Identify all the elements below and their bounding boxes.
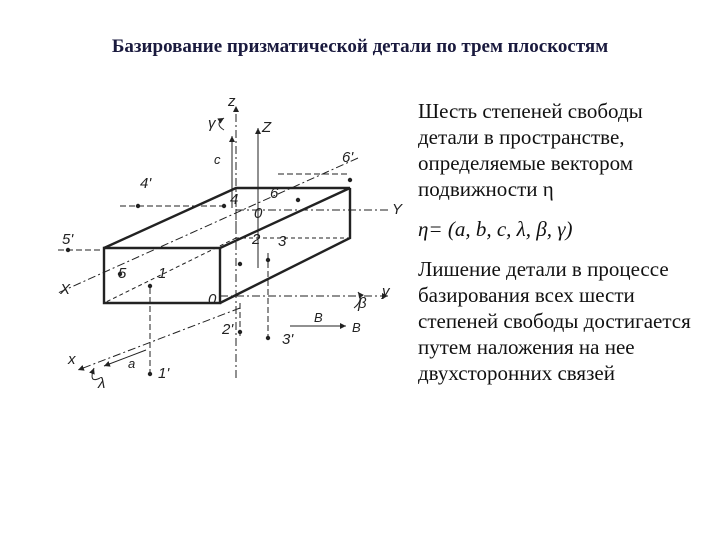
- label-beta: β: [358, 295, 367, 312]
- point-6-prime: [348, 178, 352, 182]
- gamma-rotation-arrow: [219, 118, 224, 130]
- x-axis: [78, 308, 240, 370]
- prismatic-part-drawing: [28, 88, 408, 508]
- point-3-prime: [266, 336, 270, 340]
- point-2-prime: [238, 330, 242, 334]
- label-gamma: γ: [208, 115, 216, 132]
- degrees-of-freedom-text: Шесть степеней свободы детали в пространстве, определяемые вектором подвижности η: [418, 99, 643, 201]
- box-top-face: [104, 188, 350, 248]
- label-zero-top: 0: [254, 205, 263, 222]
- label-B2: B: [352, 320, 361, 335]
- point-4: [222, 204, 226, 208]
- label-two-prime: 2': [222, 321, 234, 338]
- description-column: [418, 98, 708, 400]
- X-axis: [58, 158, 358, 293]
- label-B1: B: [314, 310, 323, 325]
- label-Z: Z: [262, 119, 272, 136]
- label-five-prime: 5': [62, 231, 74, 248]
- basing-diagram: [28, 88, 408, 508]
- label-six-prime: 6': [342, 149, 354, 166]
- point-1-prime: [148, 372, 152, 376]
- label-y: y: [382, 283, 390, 300]
- label-c: c: [214, 152, 221, 167]
- label-one: 1: [158, 265, 167, 282]
- label-four: 4: [230, 191, 239, 208]
- label-Y: Y: [392, 201, 403, 218]
- label-one-prime: 1': [158, 365, 170, 382]
- constraints-text: Лишение детали в процессе базирования всех шести степеней свободы достигается путем наложения на нее двухсторонних связей: [418, 257, 691, 385]
- label-six: 6: [270, 185, 279, 202]
- point-2: [238, 262, 242, 266]
- slide-title: Базирование призматической детали по трем плоскостям: [111, 36, 609, 57]
- label-zero-bottom: 0: [208, 291, 217, 308]
- label-lambda: λ: [98, 375, 106, 392]
- point-5-prime: [66, 248, 70, 252]
- point-4-prime: [136, 204, 140, 208]
- label-three: 3: [278, 233, 287, 250]
- label-four-prime: 4': [140, 175, 152, 192]
- point-6: [296, 198, 300, 202]
- point-1: [148, 284, 152, 288]
- label-x: x: [68, 351, 76, 368]
- label-X: X: [60, 281, 71, 298]
- label-z-top: z: [228, 93, 236, 110]
- label-three-prime: 3': [282, 331, 294, 348]
- label-five: 5: [118, 265, 127, 282]
- mobility-vector-formula: η= (a, b, c, λ, β, γ): [418, 217, 573, 241]
- label-a: a: [128, 356, 136, 371]
- point-3: [266, 258, 270, 262]
- label-two: 2: [252, 231, 261, 248]
